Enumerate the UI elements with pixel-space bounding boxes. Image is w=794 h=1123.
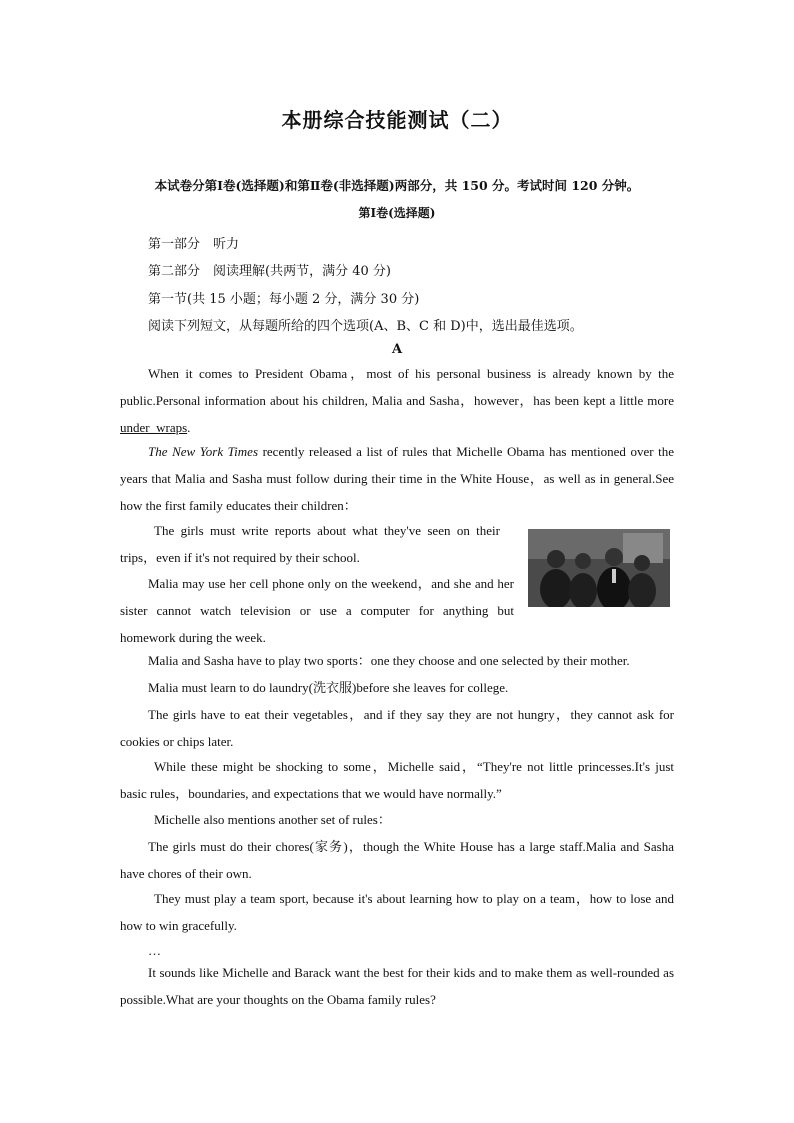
paragraph-2-text: recently released a list of rules that Michelle Obama has mentioned over the years that Malia and Sasha must follow during their time in the White House，as well as in general.See how the first family educates their children： (120, 444, 674, 513)
paragraph-1 (120, 360, 674, 441)
paragraph-1-text: When it comes to President Obama，most of his personal business is already known by the public.Personal information about his children, Malia and Sasha，however，has been kept a little more (120, 366, 674, 408)
paragraph-3 (120, 517, 500, 571)
newspaper-name: The New York Times (148, 444, 259, 459)
paragraph-11-text: They must play a team sport, because it's about learning how to play on a team，how to lose and how to win gracefully. (120, 891, 674, 933)
paragraph-8 (120, 753, 674, 807)
paragraph-8-text: While these might be shocking to some，Michelle said，“They're not little princesses.It's just basic rules，boundaries, and expectations that we would have normally.” (120, 759, 674, 801)
paragraph-10 (120, 833, 674, 887)
section1-heading: 第一节(共 15 小题；每小题 2 分，满分 30 分) (148, 292, 420, 307)
paragraph-5-text: Malia and Sasha have to play two sports：one they choose and one selected by their mother. (148, 653, 630, 668)
part2-heading: 第二部分 阅读理解(共两节，满分 40 分) (148, 264, 391, 279)
paragraph-2 (120, 438, 674, 519)
paragraph-4 (120, 570, 514, 651)
underlined-term: under_wraps (120, 420, 188, 435)
paragraph-1-end: . (187, 420, 191, 435)
paragraph-13-text: It sounds like Michelle and Barack want the best for their kids and to make them as well-rounded as possible.What are your thoughts on the Obama family rules? (120, 965, 674, 1007)
instructions: 阅读下列短文，从每题所给的四个选项(A、B、C 和 D)中，选出最佳选项。 (148, 319, 583, 334)
paragraph-6-text: Malia must learn to do laundry(洗衣服)before she leaves for college. (148, 680, 509, 695)
paragraph-3-text: The girls must write reports about what they've seen on their trips，even if it's not required by their school. (120, 523, 500, 565)
paragraph-7 (120, 701, 674, 755)
paragraph-13 (120, 959, 674, 1013)
page-title: 本册综合技能测试（二） (281, 108, 513, 132)
paragraph-6 (120, 674, 674, 701)
paragraph-7-text: The girls have to eat their vegetables，and if they say they are not hungry，they cannot ask for cookies or chips later. (120, 707, 674, 749)
exam-intro: 本试卷分第Ⅰ卷(选择题)和第Ⅱ卷(非选择题)两部分，共 150 分。考试时间 120 分钟。 (154, 178, 640, 193)
family-photo (528, 529, 670, 607)
paragraph-4-text: Malia may use her cell phone only on the weekend，and she and her sister cannot watch television or use a computer for anything but homework during the week. (120, 576, 514, 645)
paragraph-10-text: The girls must do their chores(家务)，though the White House has a large staff.Malia and Sasha have chores of their own. (120, 839, 674, 881)
paragraph-5 (120, 647, 674, 674)
part1-heading: 第一部分 听力 (148, 237, 240, 252)
passage-label: A (391, 342, 403, 357)
section-title: 第Ⅰ卷(选择题) (358, 206, 436, 220)
paragraph-9 (120, 806, 674, 833)
paragraph-9-text: Michelle also mentions another set of rules： (154, 812, 391, 827)
paragraph-11 (120, 885, 674, 939)
ellipsis-text: … (148, 943, 161, 958)
